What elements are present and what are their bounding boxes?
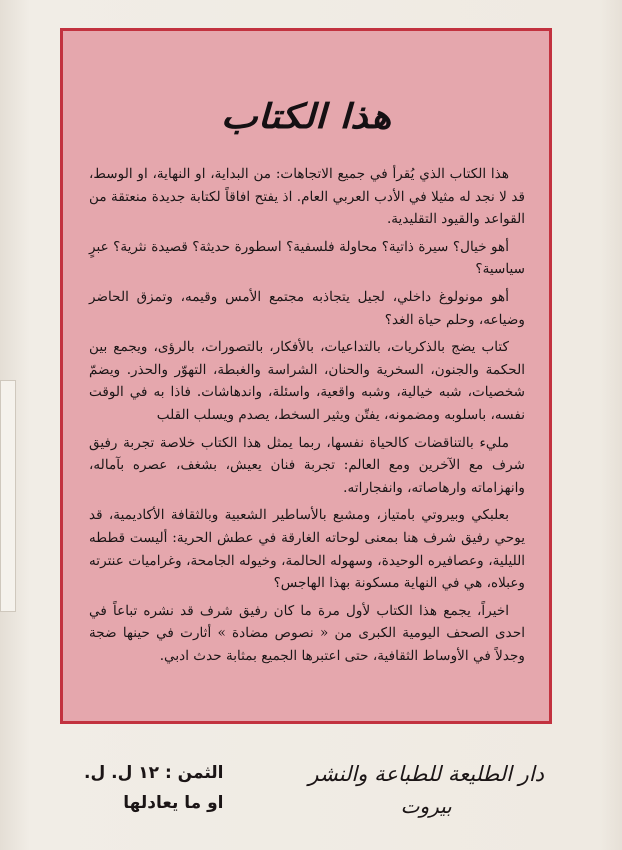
paragraph-4: كتاب يضج بالذكريات، بالتداعيات، بالأفكار، بالتصورات، بالرؤى، ويجمع بين الحكمة والجنون، السخرية والحنان، الشراسة والغبطة، التهوّر والحذر. ويضمّ شخصيات، شبه خيالية، وشبه واقعية، واسئلة، واندهاشات. فاذا به في الوقت نفسه، باسلوبه ومضمونه، يفتّن ويثير السخط، يصدم ويسلب القلب bbox=[89, 339, 525, 423]
publisher-block bbox=[308, 760, 544, 820]
paragraph-3: أهو مونولوغ داخلي، لجيل يتجاذبه مجتمع الأمس وقيمه، وتمزق الحاضر وضياعه، وحلم حياة الغد؟ bbox=[89, 288, 525, 328]
price-alternative: او ما يعادلها bbox=[123, 793, 224, 813]
paragraph-1: هذا الكتاب الذي يُقرأ في جميع الاتجاهات: من البداية، او النهاية، او الوسط، قد لا نجد له مثيلا في الأدب العربي العام. اذ يفتح افاقاً لكتابة جديدة منعتقة من القواعد والقيود التقليدية. bbox=[89, 166, 525, 228]
cover-title: هذا الكتاب bbox=[220, 97, 392, 137]
paragraph-7: اخيراً، يجمع هذا الكتاب لأول مرة ما كان رفيق شرف قد نشره تباعاً في احدى الصحف اليومية الكبرى من « نصوص مضادة » أثارت في حينها ضجة وجدلاً في الأوساط الثقافية، حتى اعتبرها الجميع بمثابة حدث ادبي. bbox=[89, 602, 525, 664]
paragraph-5: مليء بالتناقضات كالحياة نفسها، ربما يمثل هذا الكتاب خلاصة تجربة رفيق شرف مع الآخرين ومع العالم: تجربة فنان يعيش، بشغف، عصره بآماله، وانهزاماته وارهاصاته، وانفجاراته. bbox=[89, 434, 525, 496]
publisher-city: بيروت bbox=[400, 794, 452, 818]
paragraph-2: أهو خيال؟ سيرة ذاتية؟ محاولة فلسفية؟ اسطورة حديثة؟ قصيدة نثرية؟ عبرٍ سياسية؟ bbox=[89, 238, 525, 278]
price-block bbox=[84, 758, 224, 818]
paragraph-6: بعلبكي وبيروتي بامتياز، ومشبع بالأساطير الشعبية وبالثقافة الأكاديمية، قد يوحي رفيق شرف هنا بمعنى لوحاته الغارقة في عطش الحرية: أليست قططه الليلية، وعصافيره الوحيدة، وسهوله الحالمة، وخيوله الجامحة، وغراميات عنترته وعبلاه، هي في النهاية مسكونة بهذا الهاجس؟ bbox=[89, 507, 525, 592]
description-text bbox=[89, 163, 525, 672]
description-panel bbox=[60, 28, 552, 724]
price-label: الثمن : ١٢ ل. ل. bbox=[84, 763, 224, 783]
page-edge-strip bbox=[0, 380, 16, 612]
publisher-name: دار الطليعة للطباعة والنشر bbox=[308, 762, 544, 786]
